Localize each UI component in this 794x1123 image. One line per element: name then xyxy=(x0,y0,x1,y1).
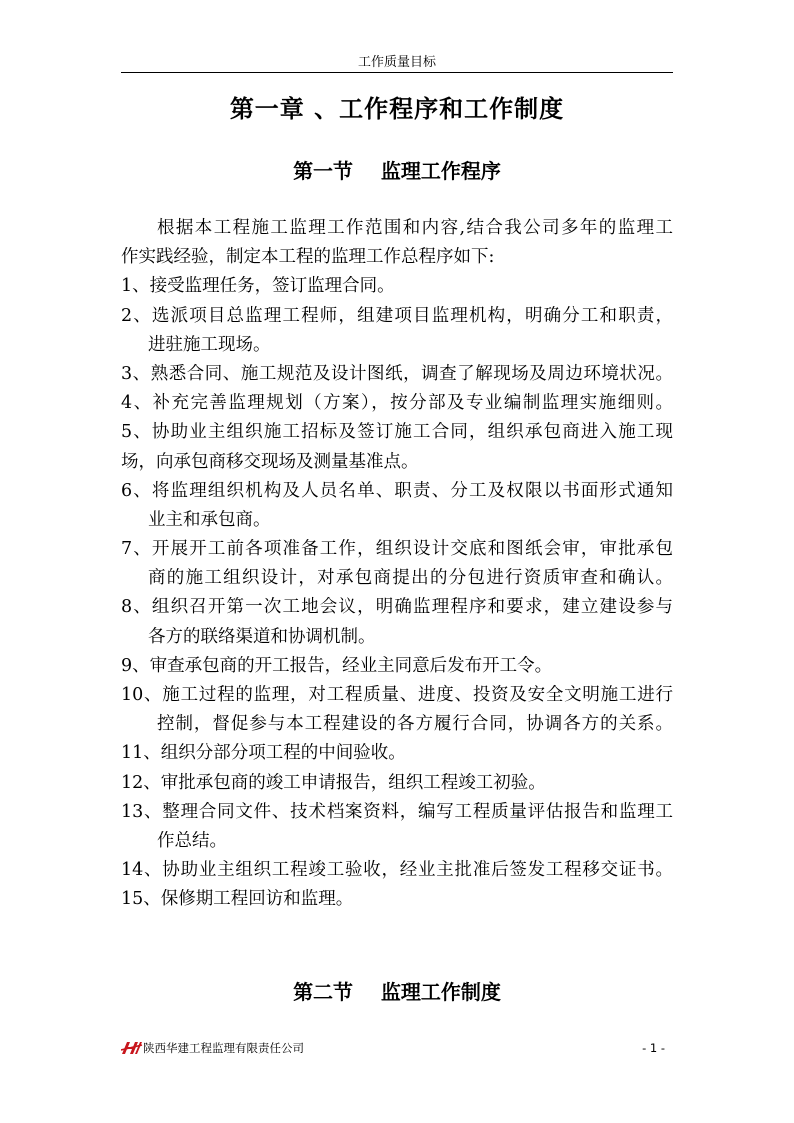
page-number: - 1 - xyxy=(642,1041,665,1055)
list-item-continuation: 进驻施工现场。 xyxy=(148,334,271,355)
section-title-1: 第一节 监理工作程序 xyxy=(293,159,501,183)
list-item: 14、协助业主组织工程竣工验收，经业主批准后签发工程移交证书。 xyxy=(121,860,673,881)
page-header: 工作质量目标 xyxy=(357,55,436,70)
list-item-continuation: 控制，督促参与本工程建设的各方履行合同，协调各方的关系。 xyxy=(157,714,673,735)
intro-line: 根据本工程施工监理工作范围和内容,结合我公司多年的监理工 xyxy=(157,218,673,238)
list-item-continuation: 各方的联络渠道和协调机制。 xyxy=(148,626,376,647)
list-item: 12、审批承包商的竣工申请报告，组织工程竣工初验。 xyxy=(121,772,546,793)
list-item-continuation: 场，向承包商移交现场及测量基准点。 xyxy=(121,451,419,472)
list-item: 11、组织分部分项工程的中间验收。 xyxy=(121,743,406,764)
list-item: 7、开展开工前各项准备工作，组织设计交底和图纸会审，审批承包 xyxy=(121,539,673,560)
intro-line: 作实践经验，制定本工程的监理工作总程序如下: xyxy=(121,247,495,268)
list-item: 3、熟悉合同、施工规范及设计图纸，调查了解现场及周边环境状况。 xyxy=(121,363,673,384)
list-item: 6、将监理组织机构及人员名单、职责、分工及权限以书面形式通知 xyxy=(121,480,673,501)
chapter-title: 第一章 、工作程序和工作制度 xyxy=(229,94,565,123)
list-item: 5、协助业主组织施工招标及签订施工合同，组织承包商进入施工现 xyxy=(121,422,673,443)
list-item: 13、整理合同文件、技术档案资料，编写工程质量评估报告和监理工 xyxy=(121,801,673,822)
list-item: 2、选派项目总监理工程师，组建项目监理机构，明确分工和职责， xyxy=(121,305,673,326)
list-item: 1、接受监理任务，签订监理合同。 xyxy=(121,276,395,297)
section-title-2: 第二节 监理工作制度 xyxy=(293,980,501,1004)
list-item-continuation: 业主和承包商。 xyxy=(148,509,271,530)
list-item: 9、审查承包商的开工报告，经业主同意后发布开工令。 xyxy=(121,655,553,676)
page-footer xyxy=(121,1037,673,1059)
header-rule xyxy=(121,72,673,73)
list-item: 15、保修期工程回访和监理。 xyxy=(121,889,354,910)
footer-company-name: 陕西华建工程监理有限责任公司 xyxy=(143,1041,304,1055)
list-item: 10、施工过程的监理，对工程质量、进度、投资及安全文明施工进行 xyxy=(121,685,673,705)
company-logo-icon xyxy=(121,1041,143,1055)
list-item-continuation: 作总结。 xyxy=(157,830,227,851)
body-text xyxy=(121,214,673,915)
list-item: 4、补充完善监理规划（方案），按分部及专业编制监理实施细则。 xyxy=(121,393,673,414)
list-item: 8、组织召开第一次工地会议，明确监理程序和要求，建立建设参与 xyxy=(121,597,673,618)
list-item-continuation: 商的施工组织设计，对承包商提出的分包进行资质审查和确认。 xyxy=(148,568,673,589)
